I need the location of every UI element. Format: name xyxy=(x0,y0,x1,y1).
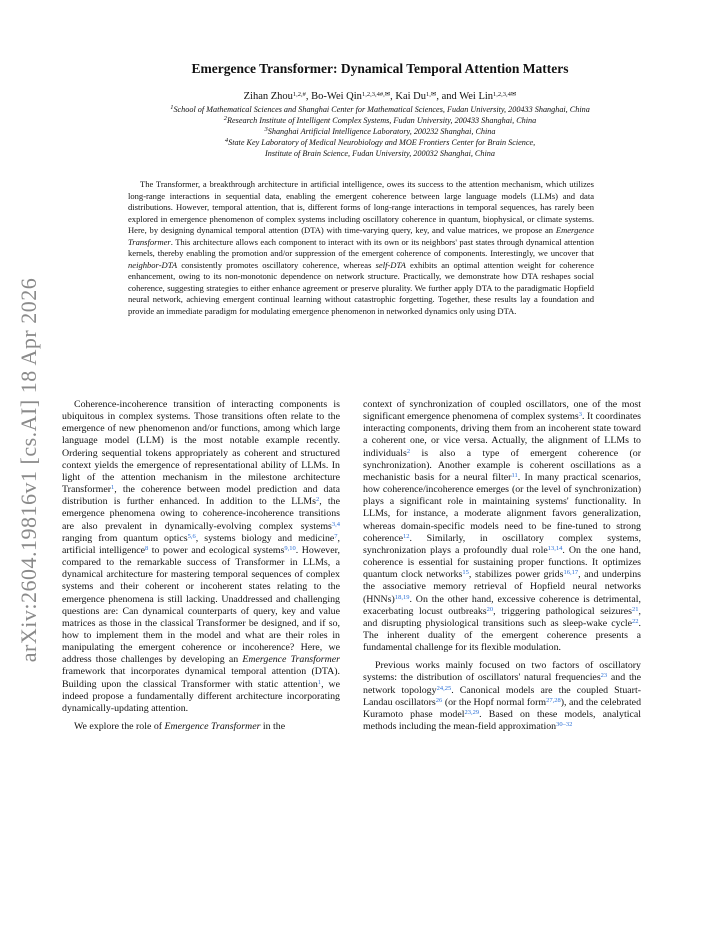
body-column-left xyxy=(62,399,340,733)
affiliations xyxy=(40,104,720,159)
affiliation-2: $^2$Research Institute of Intelligent Complex Systems, Fudan University, 200433 Shanghai, China xyxy=(223,115,537,126)
affiliation-4: $^4$State Key Laboratory of Medical Neurobiology and MOE Frontiers Center for Brain Science, xyxy=(224,137,536,148)
arxiv-identifier: arXiv:2604.19816v1 [cs.AI] 18 Apr 2026 xyxy=(16,277,41,663)
paper-title: Emergence Transformer: Dynamical Temporal Attention Matters xyxy=(191,61,569,76)
affiliation-1: $^1$School of Mathematical Sciences and Shanghai Center for Mathematical Sciences, Fudan University, 200433 Shanghai, China xyxy=(170,104,590,114)
body-column-right xyxy=(363,399,641,733)
paragraph: We explore the role of Emergence Transformer in the xyxy=(74,721,286,733)
paragraph: context of synchronization of coupled oscillators, one of the most significant emergence phenomena of complex systems$^3$. It coordinates interacting components, driving them from an incoherent state toward a coherent one, or vice versa. Actually, the alignment of LLMs to individuals$^2$ is also a type of emergent coherence (or synchronization). Another example is coherent oscillations as a mechanistic basis for a neural filter$^{11}$. In many practical scenarios, how coherence/incoherence emerges (or the level of synchronization) plays a significant role in maintaining systems' functionality. In LLMs, for instance, a moderate alignment favors generalization, whereas domain-specific models need to be fine-tuned to strong coherence$^{12}$. Similarly, in oscillatory complex systems, synchronization plays a profoundly dual role$^{13,14}$. On the one hand, coherence is essential for sustaining proper functions. It optimizes quantum clock networks$^{15}$, stabilizes power grids$^{16,17}$, and underpins the associative memory retrieval of Hopfield neural networks (HNNs)$^{18,19}$. On the other hand, excessive coherence is detrimental, exacerbating locust outbreaks$^{20}$, triggering pathological seizures$^{21}$, and disrupting physiological transitions such as sleep-wake cycle$^{22}$. The inherent duality of the emergent coherence presents a fundamental challenge for its flexible modulation. xyxy=(363,399,641,654)
abstract: The Transformer, a breakthrough architecture in artificial intelligence, owes its success to the attention mechanism, which utilizes long-range interactions in sequential data, enabling the emergent coherence between large language models (LLMs) and data distributions. However, temporal attention, that is, different forms of long-range interactions in temporal sequences, has rarely been explored in emergence phenomenon of complex systems including oscillatory coherence in quantum, biophysical, or climate systems. Here, by designing dynamical temporal attention (DTA) with time-varying query, key, and value matrices, we propose an Emergence Transformer. This architecture allows each component to interact with its own or its neighbors' past states through dynamical attention kernels, thereby enabling the promotion and/or suppression of the emergent coherence of components. Interestingly, we uncover that neighbor-DTA consistently promotes oscillatory coherence, whereas self-DTA exhibits an optimal attention weight for coherence enhancement, owing to its non-monotonic dependence on network structure. Practically, we demonstrate how DTA reshapes social coherence, suggesting strategies to either enhance agreement or preserve plurality. We further apply DTA to the paradigmatic Hopfield neural network, achieving emergent continual learning without catastrophic forgetting. Together, these results lay a foundation and provide an immediate paradigm for modulating emergence phenomenon in networked dynamics only using DTA. xyxy=(128,179,595,317)
paragraph: Coherence-incoherence transition of interacting components is ubiquitous in complex systems. Those transitions often relate to the emergence of new phenomenon and/or functions, among which large language model (LLM) is the most notable example recently. Ordering sequential tokens appropriately as coherent and structured context yields the emergence of representational ability of LLMs. In light of the attention mechanism in the milestone architecture Transformer$^1$, the coherence between model prediction and data distribution is further enhanced. In addition to the LLMs$^2$, the emergence phenomena owing to coherence-incoherence transitions are also prevalent in dynamically-evolving complex systems$^{3,4}$ ranging from quantum optics$^{5,6}$, systems biology and medicine$^7$, artificial intelligence$^8$ to power and ecological systems$^{9,10}$. However, compared to the remarkable success of Transformer in LLMs, a dynamical architecture for mastering temporal sequences of complex systems and their coherent or incoherent states relating to the emergence phenomena is still lacking. Unaddressed and challenging questions are: Can dynamical counterparts of query, key and value matrices as those in the classical Transformer be designed, and if so, how to implement them in the model and what are their roles in manipulating the emergent coherence or incoherence? Here, we address those challenges by developing an Emergence Transformer framework that incorporates dynamical temporal attention (DTA). Building upon the classical Transformer with static attention$^1$, we indeed propose a fundamentally different architecture incorporating dynamically-updating attention. xyxy=(62,399,341,714)
affiliation-4-cont: Institute of Brain Science, Fudan University, 200032 Shanghai, China xyxy=(265,149,495,159)
arxiv-side-stamp xyxy=(14,250,44,690)
author-list: Zihan Zhou$^{1,2,\#}$, Bo-Wei Qin$^{1,2,3,4\#,✉}$, Kai $Du^{1,✉}$, and Wei Lin$^{1,2,3,4✉}$ xyxy=(243,91,517,102)
affiliation-3: $^3$Shanghai Artificial Intelligence Laboratory, 200232 Shanghai, China xyxy=(264,126,496,137)
paragraph: Previous works mainly focused on two factors of oscillatory systems: the distribution of oscillators' natural frequencies$^{23}$ and the network topology$^{24,25}$. Canonical models are the coupled Stuart-Landau oscillators$^{26}$ (or the Hopf normal form$^{27,28}$), and the celebrated Kuramoto phase model$^{23,29}$. Based on these models, analytical methods including the mean-field approximation$^{30-32}$ xyxy=(363,660,642,733)
